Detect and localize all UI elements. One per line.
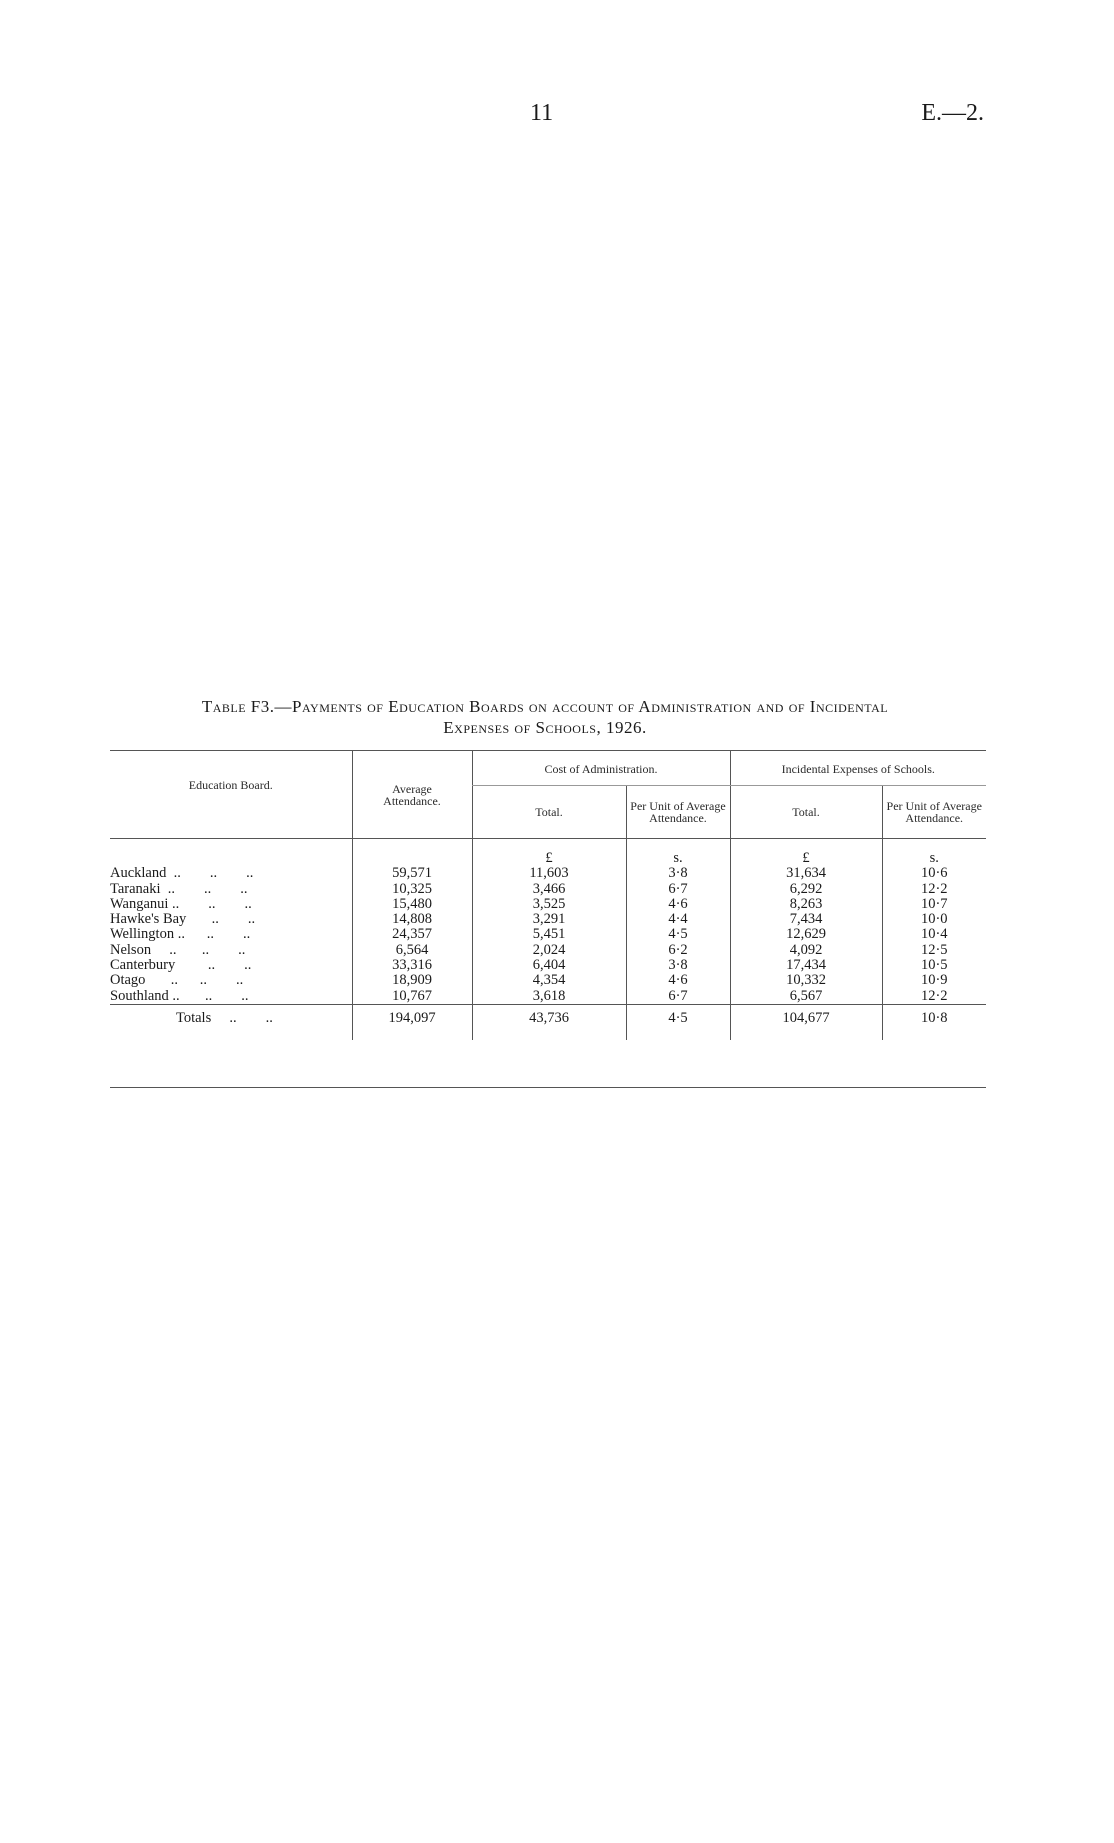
table-row [110, 958, 986, 973]
table-row [110, 989, 986, 1005]
totals-admin-total: 43,736 [472, 1004, 626, 1040]
row-incidental-per-unit: 12·5 [882, 943, 986, 958]
row-average: 24,357 [352, 927, 472, 942]
row-incidental-per-unit: 12·2 [882, 882, 986, 897]
row-incidental-per-unit: 10·6 [882, 866, 986, 881]
row-incidental-per-unit: 10·5 [882, 958, 986, 973]
row-board: Taranaki .. .. .. [110, 880, 248, 897]
row-board: Nelson .. .. .. [110, 941, 246, 958]
row-incidental-total: 17,434 [730, 958, 882, 973]
row-average: 10,325 [352, 882, 472, 897]
row-incidental-per-unit: 12·2 [882, 989, 986, 1005]
row-incidental-total: 31,634 [730, 866, 882, 881]
totals-admin-per-unit: 4·5 [626, 1004, 730, 1040]
table-row [110, 943, 986, 958]
row-admin-total: 3,466 [472, 882, 626, 897]
row-admin-per-unit: 4·4 [626, 912, 730, 927]
row-admin-total: 3,525 [472, 897, 626, 912]
header-admin-per-unit: Per Unit of Average Attendance. [626, 786, 730, 839]
totals-label: Totals .. .. [110, 1004, 352, 1040]
row-admin-total: 2,024 [472, 943, 626, 958]
document-reference: E.—2. [921, 100, 984, 126]
row-admin-total: 3,618 [472, 989, 626, 1005]
table-row [110, 897, 986, 912]
units-row [110, 839, 986, 867]
row-admin-per-unit: 6·7 [626, 882, 730, 897]
header-education-board: Education Board. [110, 751, 352, 839]
row-admin-total: 3,291 [472, 912, 626, 927]
row-average: 6,564 [352, 943, 472, 958]
table-row [110, 927, 986, 942]
row-board: Southland .. .. .. [110, 987, 249, 1004]
row-incidental-per-unit: 10·9 [882, 973, 986, 988]
row-admin-per-unit: 3·8 [626, 958, 730, 973]
row-average: 59,571 [352, 866, 472, 881]
totals-average: 194,097 [352, 1004, 472, 1040]
unit-shilling: s. [882, 839, 986, 867]
header-cost-of-administration: Cost of Administration. [472, 751, 730, 786]
row-board: Canterbury .. .. [110, 957, 252, 974]
row-incidental-total: 12,629 [730, 927, 882, 942]
table-row [110, 973, 986, 988]
table-bottom-rule [110, 1087, 986, 1088]
table-title [100, 696, 990, 738]
row-average: 10,767 [352, 989, 472, 1005]
row-board: Wellington .. .. .. [110, 926, 251, 943]
row-incidental-total: 10,332 [730, 973, 882, 988]
totals-incidental-per-unit: 10·8 [882, 1004, 986, 1040]
row-average: 15,480 [352, 897, 472, 912]
row-board: Otago .. .. .. [110, 972, 244, 989]
row-incidental-per-unit: 10·7 [882, 897, 986, 912]
row-board: Auckland .. .. .. [110, 865, 254, 882]
row-admin-per-unit: 4·6 [626, 973, 730, 988]
header-admin-total: Total. [472, 786, 626, 839]
row-incidental-total: 7,434 [730, 912, 882, 927]
row-admin-per-unit: 6·7 [626, 989, 730, 1005]
row-incidental-per-unit: 10·4 [882, 927, 986, 942]
table-row [110, 882, 986, 897]
row-incidental-total: 6,292 [730, 882, 882, 897]
table-title-line-1: Table F3.—Payments of Education Boards on account of Administration and of Incidental [201, 697, 889, 716]
row-admin-total: 6,404 [472, 958, 626, 973]
payments-table [110, 750, 986, 1040]
row-board: Hawke's Bay .. .. [110, 911, 256, 928]
table-row [110, 912, 986, 927]
unit-pound: £ [730, 839, 882, 867]
row-admin-per-unit: 3·8 [626, 866, 730, 881]
header-incidental-per-unit: Per Unit of Average Attendance. [882, 786, 986, 839]
unit-shilling: s. [626, 839, 730, 867]
row-board: Wanganui .. .. .. [110, 895, 252, 912]
header-incidental-total: Total. [730, 786, 882, 839]
row-incidental-total: 8,263 [730, 897, 882, 912]
row-incidental-total: 6,567 [730, 989, 882, 1005]
totals-row [110, 1004, 986, 1040]
row-average: 14,808 [352, 912, 472, 927]
row-incidental-per-unit: 10·0 [882, 912, 986, 927]
page-number: 11 [530, 100, 554, 126]
table-row [110, 866, 986, 881]
row-admin-total: 11,603 [472, 866, 626, 881]
header-incidental-expenses: Incidental Expenses of Schools. [730, 751, 986, 786]
table-title-line-2: Expenses of Schools, 1926. [443, 718, 647, 737]
row-incidental-total: 4,092 [730, 943, 882, 958]
row-admin-total: 5,451 [472, 927, 626, 942]
row-admin-per-unit: 6·2 [626, 943, 730, 958]
row-admin-per-unit: 4·6 [626, 897, 730, 912]
totals-incidental-total: 104,677 [730, 1004, 882, 1040]
row-average: 33,316 [352, 958, 472, 973]
row-admin-total: 4,354 [472, 973, 626, 988]
header-average-attendance: Average Attendance. [352, 751, 472, 839]
row-average: 18,909 [352, 973, 472, 988]
row-admin-per-unit: 4·5 [626, 927, 730, 942]
unit-pound: £ [472, 839, 626, 867]
